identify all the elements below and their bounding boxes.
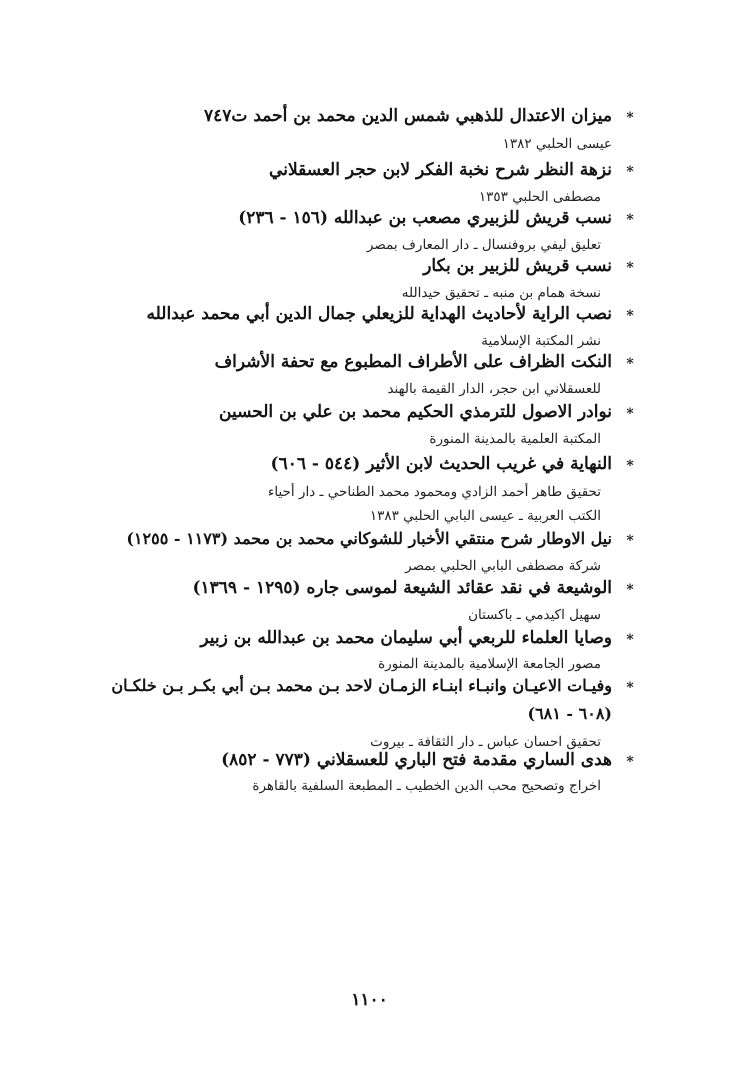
entry-publisher: سهيل اكيدمي ـ باكستان [468, 607, 601, 623]
entry-title: هدى الساري مقدمة فتح الباري للعسقلاني (٧٧٣ - ٨٥٢) [221, 750, 612, 770]
entry-publisher: نشر المكتبة الإسلامية [481, 333, 601, 349]
entry-publisher: مصور الجامعة الإسلامية بالمدينة المنورة [378, 656, 601, 672]
entry-title: نزهة النظر شرح نخبة الفكر لابن حجر العسقلاني [269, 160, 612, 180]
entry-publisher: المكتبة العلمية بالمدينة المنورة [429, 431, 601, 447]
entry-publisher: اخراج وتصحيح محب الدين الخطيب ـ المطبعة السلفية بالقاهرة [252, 778, 601, 794]
entry-publisher: شركة مصطفى البابي الحلبي بمصر [405, 558, 601, 574]
bullet-marker: * [626, 754, 634, 770]
bullet-marker: * [626, 212, 634, 228]
entry-title: نسب قريش للزبير بن بكار [423, 256, 612, 276]
bullet-marker: * [626, 406, 634, 422]
entry-publisher: تعليق ليفي بروفنسال ـ دار المعارف بمصر [366, 237, 601, 253]
entry-publisher-continued: الكتب العربية ـ عيسى البابي الحلبي ١٣٨٣ [369, 508, 601, 524]
entry-publisher: عيسى الحلبي ١٣٨٢ [502, 136, 612, 152]
bullet-marker: * [626, 680, 634, 696]
bullet-marker: * [626, 356, 634, 372]
entry-title: نيل الاوطار شرح منتقي الأخبار للشوكاني محمد بن محمد (١١٧٣ - ١٢٥٥) [126, 529, 612, 548]
bullet-marker: * [626, 458, 634, 474]
page-number: ١١٠٠ [351, 990, 388, 1010]
entry-publisher: تحقيق احسان عباس ـ دار الثقافة ـ بيروت [370, 734, 601, 750]
entry-title: وفيـات الاعيـان وانبـاء ابنـاء الزمـان لاحد بـن محمد بـن أبي بكـر بـن خلكـان [111, 676, 612, 695]
bullet-marker: * [626, 164, 634, 180]
entry-title: الوشيعة في نقد عقائد الشيعة لموسى جاره (١٢٩٥ - ١٣٦٩) [192, 578, 612, 598]
entry-title-continued: (٦٠٨ - ٦٨١) [527, 704, 612, 723]
entry-title: نوادر الاصول للترمذي الحكيم محمد بن علي بن الحسين [219, 402, 612, 422]
entry-publisher: تحقيق طاهر أحمد الزادي ومحمود محمد الطناحي ـ دار أحياء [268, 484, 601, 500]
entry-publisher: للعسقلاني ابن حجر، الدار القيمة بالهند [387, 381, 601, 397]
bullet-marker: * [626, 632, 634, 648]
entry-title: نصب الراية لأحاديث الهداية للزيعلي جمال الدين أبي محمد عبدالله [146, 304, 612, 324]
entry-title: نسب قريش للزبيري مصعب بن عبدالله (١٥٦ - ٢٣٦) [238, 208, 612, 228]
bullet-marker: * [626, 110, 634, 126]
bullet-marker: * [626, 260, 634, 276]
entry-title: النكت الظراف على الأطراف المطبوع مع تحفة الأشراف [214, 352, 612, 372]
entry-title: وصايا العلماء للربعي أبي سليمان محمد بن عبدالله بن زبير [200, 628, 612, 648]
entry-publisher: مصطفى الحلبي ١٣٥٣ [478, 189, 601, 205]
entry-title: النهاية في غريب الحديث لابن الأثير (٥٤٤ - ٦٠٦) [270, 454, 612, 474]
bullet-marker: * [626, 533, 634, 549]
bullet-marker: * [626, 308, 634, 324]
entry-publisher: نسخة همام بن منبه ـ تحقيق حيدالله [401, 285, 601, 301]
bullet-marker: * [626, 582, 634, 598]
entry-title: ميزان الاعتدال للذهبي شمس الدين محمد بن أحمد ت٧٤٧ [204, 106, 612, 126]
